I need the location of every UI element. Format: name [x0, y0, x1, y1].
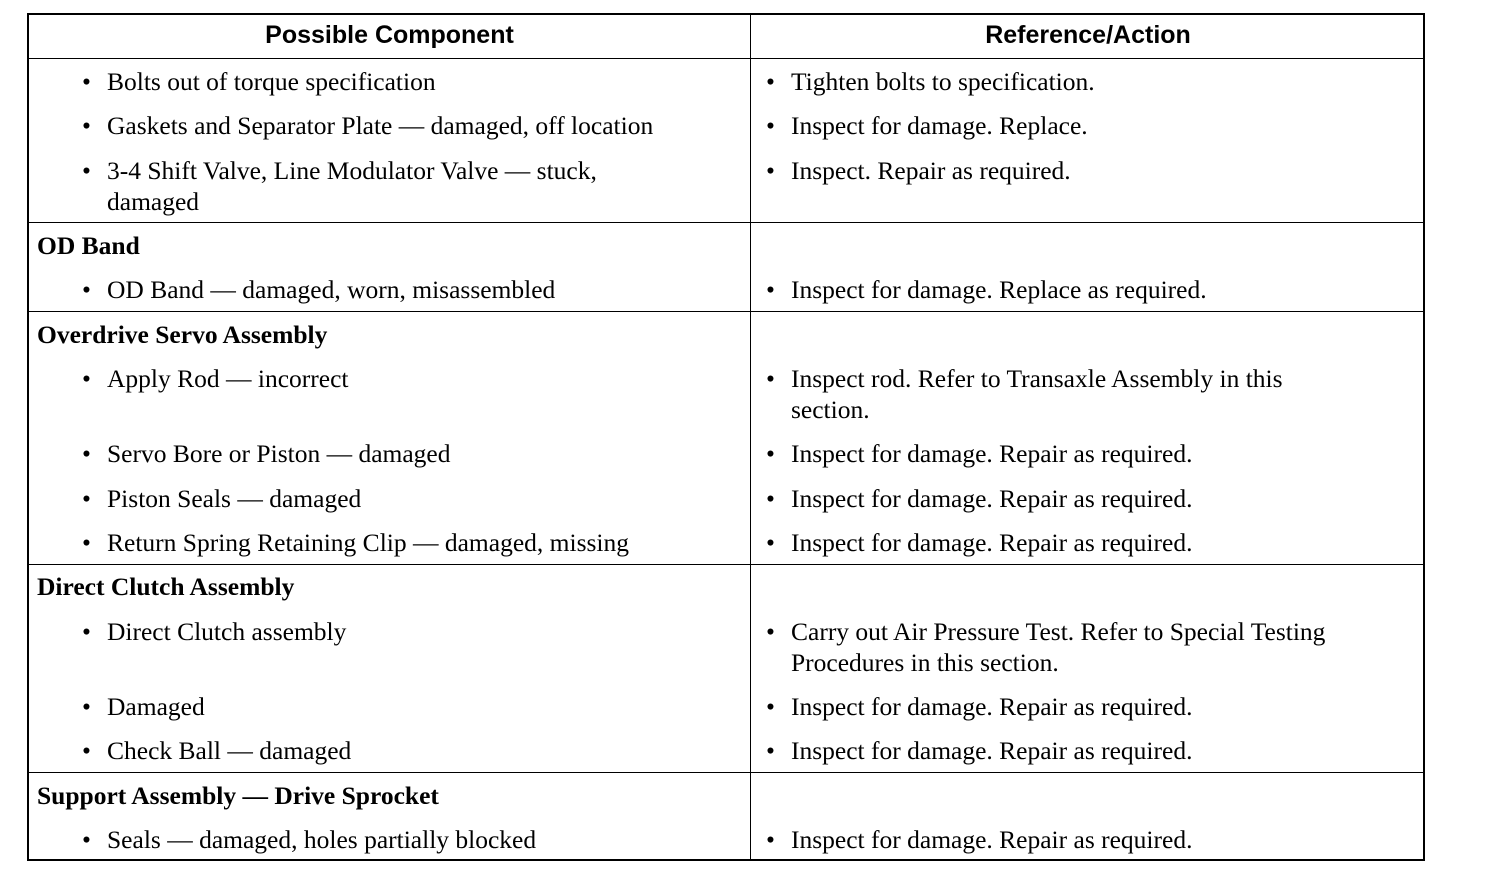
component-item: • Seals — damaged, holes partially blocked	[82, 825, 537, 854]
component-item: • Apply Rod — incorrect	[82, 364, 349, 393]
row-divider	[29, 222, 1423, 223]
component-item: • Return Spring Retaining Clip — damaged, missing	[82, 528, 630, 557]
action-item: • Inspect for damage. Repair as required.	[766, 528, 1193, 557]
component-item: • 3-4 Shift Valve, Line Modulator Valve — stuck, damaged	[82, 156, 597, 216]
action-item: • Carry out Air Pressure Test. Refer to Special Testing Procedures in this section.	[766, 617, 1326, 677]
action-item: • Inspect for damage. Repair as required.	[766, 736, 1193, 765]
action-item: • Inspect for damage. Repair as required.	[766, 439, 1193, 468]
component-item: • Bolts out of torque specification	[82, 67, 436, 96]
action-item: • Inspect for damage. Replace as required.	[766, 275, 1207, 304]
column-divider	[750, 15, 751, 859]
group-heading-direct-clutch: Direct Clutch Assembly	[37, 572, 295, 601]
component-item: • Gaskets and Separator Plate — damaged, off location	[82, 111, 654, 140]
action-item: • Inspect for damage. Repair as required.	[766, 484, 1193, 513]
header-divider	[29, 58, 1423, 59]
action-item: • Inspect rod. Refer to Transaxle Assembly in this section.	[766, 364, 1283, 424]
component-item: • Piston Seals — damaged	[82, 484, 362, 513]
row-divider	[29, 772, 1423, 773]
action-item: • Inspect. Repair as required.	[766, 156, 1071, 185]
component-item: • Servo Bore or Piston — damaged	[82, 439, 451, 468]
action-item: • Inspect for damage. Repair as required.	[766, 692, 1193, 721]
component-item: • Direct Clutch assembly	[82, 617, 347, 646]
action-item: • Inspect for damage. Repair as required.	[766, 825, 1193, 854]
group-heading-support-assembly: Support Assembly — Drive Sprocket	[37, 781, 439, 810]
component-item: • Damaged	[82, 692, 205, 721]
diagnostic-table	[27, 13, 1425, 861]
action-item: • Inspect for damage. Replace.	[766, 111, 1088, 140]
column-header-component: Possible Component	[265, 21, 514, 49]
component-item: • Check Ball — damaged	[82, 736, 352, 765]
component-item: • OD Band — damaged, worn, misassembled	[82, 275, 556, 304]
column-header-action: Reference/Action	[985, 21, 1191, 49]
row-divider	[29, 311, 1423, 312]
group-heading-overdrive-servo: Overdrive Servo Assembly	[37, 320, 328, 349]
action-item: • Tighten bolts to specification.	[766, 67, 1095, 96]
row-divider	[29, 564, 1423, 565]
group-heading-od-band: OD Band	[37, 231, 140, 260]
